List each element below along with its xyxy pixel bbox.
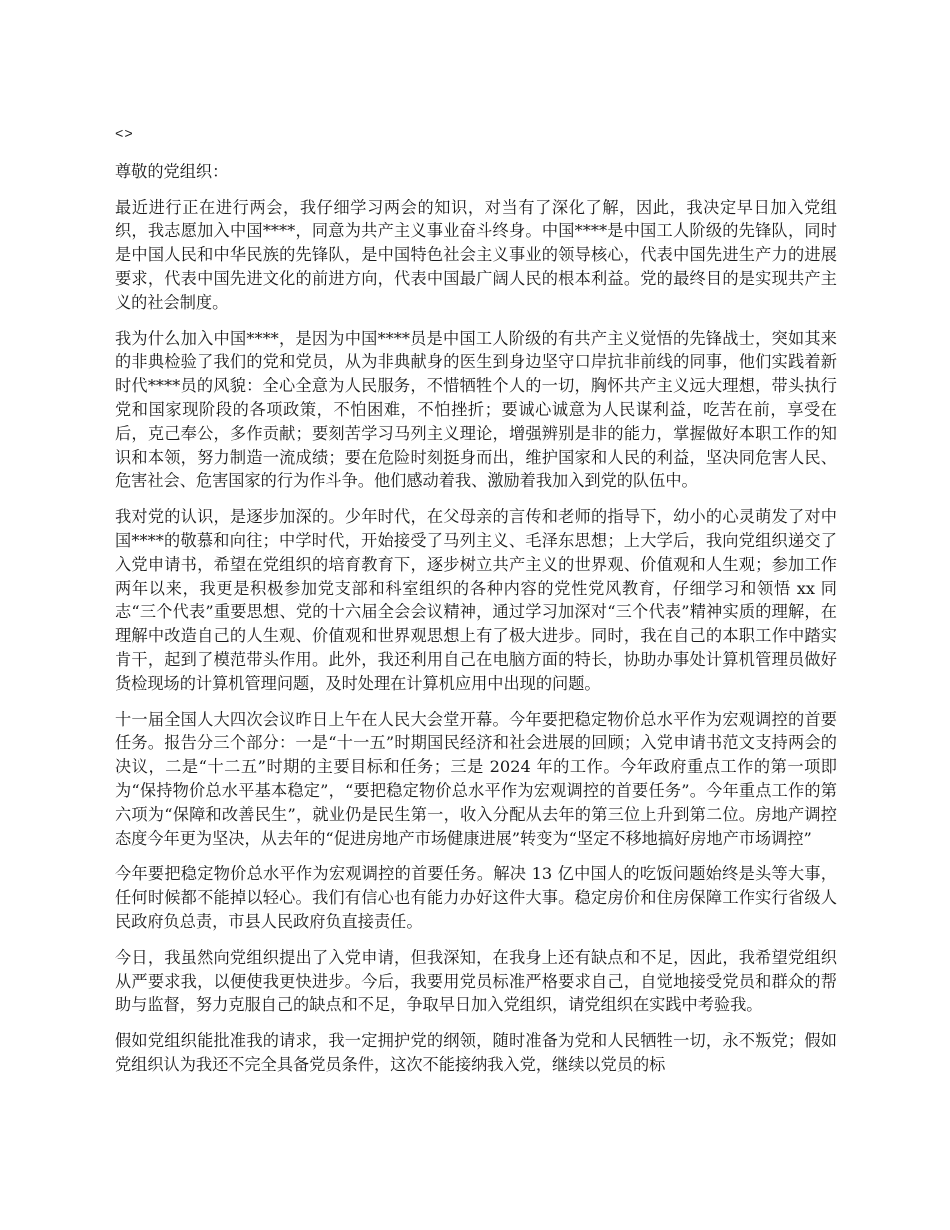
salutation: 尊敬的党组织： bbox=[115, 161, 229, 181]
document-page bbox=[115, 124, 837, 1089]
paragraph-3: 我对党的认识，是逐步加深的。少年时代，在父母亲的言传和老师的指导下，幼小的心灵萌发了对中国****的敬慕和向往；中学时代，开始接受了马列主义、毛泽东思想；上大学后，我向党组织递交了入党申请书，希望在党组织的培育教育下，逐步树立共产主义的世界观、价值观和人生观；参加工作两年以来，我更是积极参加党支部和科室组织的各种内容的党性党风教育，仔细学习和领悟 xx 同志“三个代表”重要思想、党的十六届全会会议精神，通过学习加深对“三个代表”精神实质的理解，在理解中改造自己的人生观、价值观和世界观思想上有了极大进步。同时，我在自己的本职工作中踏实肯干，起到了模范带头作用。此外，我还利用自己在电脑方面的特长，协助办事处计算机管理员做好货检现场的计算机管理问题，及时处理在计算机应用中出现的问题。 bbox=[115, 507, 837, 693]
paragraph-6: 今日，我虽然向党组织提出了入党申请，但我深知，在我身上还有缺点和不足，因此，我希望党组织从严要求我，以便使我更快进步。今后，我要用党员标准严格要求自己，自觉地接受党员和群众的帮助与监督，努力克服自己的缺点和不足，争取早日加入党组织，请党组织在实践中考验我。 bbox=[115, 947, 837, 1015]
paragraph-2: 我为什么加入中国****，是因为中国****员是中国工人阶级的有共产主义觉悟的先锋战士，突如其来的非典检验了我们的党和党员，从为非典献身的医生到身边坚守口岸抗非前线的同事，他们实践着新时代****员的风貌：全心全意为人民服务，不惜牺牲个人的一切，胸怀共产主义远大理想，带头执行党和国家现阶段的各项政策，不怕困难，不怕挫折；要诚心诚意为人民谋利益，吃苦在前，享受在后，克己奉公，多作贡献；要刻苦学习马列主义理论，增强辨别是非的能力，掌握做好本职工作的知识和本领，努力制造一流成绩；要在危险时刻挺身而出，维护国家和人民的利益，坚决同危害人民、危害社会、危害国家的行为作斗争。他们感动着我、激励着我加入到党的队伍中。 bbox=[115, 328, 837, 491]
paragraph-1: 最近进行正在进行两会，我仔细学习两会的知识，对当有了深化了解，因此，我决定早日加入党组织，我志愿加入中国****，同意为共产主义事业奋斗终身。中国****是中国工人阶级的先锋队，同时是中国人民和中华民族的先锋队，是中国特色社会主义事业的领导核心，代表中国先进生产力的进展要求，代表中国先进文化的前进方向，代表中国最广阔人民的根本利益。党的最终目的是实现共产主义的社会制度。 bbox=[115, 197, 837, 312]
paragraph-5: 今年要把稳定物价总水平作为宏观调控的首要任务。解决 13 亿中国人的吃饭问题始终是头等大事，任何时候都不能掉以轻心。我们有信心也有能力办好这件大事。稳定房价和住房保障工作实行省级人民政府负总责，市县人民政府负直接责任。 bbox=[115, 864, 837, 931]
paragraph-4: 十一届全国人大四次会议昨日上午在人民大会堂开幕。今年要把稳定物价总水平作为宏观调控的首要任务。报告分三个部分：一是“十一五”时期国民经济和社会进展的回顾；入党申请书范文支持两会的决议，二是“十二五”时期的主要目标和任务；三是 2024 年的工作。今年政府重点工作的第一项即为“保持物价总水平基本稳定”，“要把稳定物价总水平作为宏观调控的首要任务”。今年重点工作的第六项为“保障和改善民生”，就业仍是民生第一，收入分配从去年的第三位上升到第二位。房地产调控态度今年更为坚决，从去年的“促进房地产市场健康进展”转变为“坚定不移地搞好房地产市场调控” bbox=[115, 709, 837, 848]
paragraph-7: 假如党组织能批准我的请求，我一定拥护党的纲领，随时准备为党和人民牺牲一切，永不叛党；假如党组织认为我还不完全具备党员条件，这次不能接纳我入党，继续以党员的标 bbox=[115, 1031, 837, 1074]
document-marker: <> bbox=[115, 127, 134, 143]
